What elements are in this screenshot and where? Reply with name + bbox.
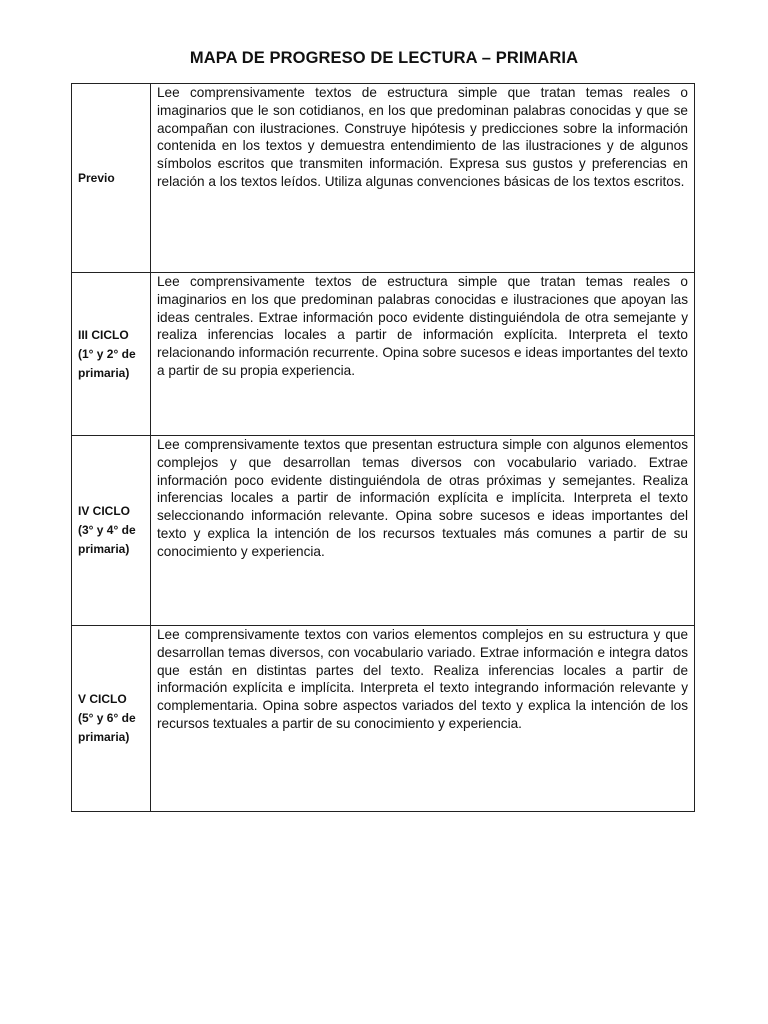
level-grades-suffix: primaria) <box>78 730 130 744</box>
level-grades: (3° y 4° de <box>78 523 136 537</box>
description-cell: Lee comprensivamente textos que presentan estructura simple con algunos elementos complejos y que desarrollan temas diversos con vocabulario variado. Extrae información poco evidente distinguiéndola de otras próximas y semejantes. Realiza inferencias locales a partir de información explícita e implícita. Interpreta el texto seleccionando información relevante. Opina sobre sucesos e ideas importantes del texto y explica la intención de los recursos textuales más comunes a partir de su conocimiento y experiencia. <box>151 436 695 626</box>
level-grades: (5° y 6° de <box>78 711 136 725</box>
table-row <box>72 273 695 436</box>
table-row <box>72 84 695 273</box>
progress-map-table <box>71 83 695 812</box>
description-cell: Lee comprensivamente textos con varios elementos complejos en su estructura y que desarrollan temas diversos, con vocabulario variado. Extrae información e integra datos que están en distintas partes del texto. Realiza inferencias locales a partir de información explícita e implícita. Interpreta el texto integrando información relevante y complementaria. Opina sobre aspectos variados del texto y explica la intención de los recursos textuales a partir de su conocimiento y experiencia. <box>151 626 695 812</box>
level-label: Previo <box>78 170 115 185</box>
level-grades-suffix: primaria) <box>78 365 130 380</box>
level-grades-suffix: primaria) <box>78 542 130 556</box>
document-title: MAPA DE PROGRESO DE LECTURA – PRIMARIA <box>189 49 579 67</box>
level-label: IV CICLO <box>78 504 131 518</box>
level-cell <box>72 626 151 812</box>
table-row <box>72 626 695 812</box>
level-label: V CICLO <box>78 692 127 706</box>
table-row <box>72 436 695 626</box>
level-cell <box>72 436 151 626</box>
level-grades: (1° y 2° de <box>78 346 136 361</box>
description-cell: Lee comprensivamente textos de estructura simple que tratan temas reales o imaginarios en los que predominan palabras conocidas e ilustraciones que apoyan las ideas centrales. Extrae información poco evidente distinguiéndola de otra semejante y realiza inferencias locales a partir de información explícita. Interpreta el texto relacionando información recurrente. Opina sobre sucesos e ideas importantes del texto a partir de su propia experiencia. <box>151 273 695 436</box>
level-label: III CICLO <box>78 327 129 342</box>
level-cell <box>72 273 151 436</box>
level-cell <box>72 84 151 273</box>
description-cell: Lee comprensivamente textos de estructura simple que tratan temas reales o imaginarios que le son cotidianos, en los que predominan palabras conocidas y que se acompañan con ilustraciones. Construye hipótesis y predicciones sobre la información contenida en los textos y demuestra entendimiento de las ilustraciones y de algunos símbolos escritos que transmiten información. Expresa sus gustos y preferencias en relación a los textos leídos. Utiliza algunas convenciones básicas de los textos escritos. <box>151 84 695 273</box>
